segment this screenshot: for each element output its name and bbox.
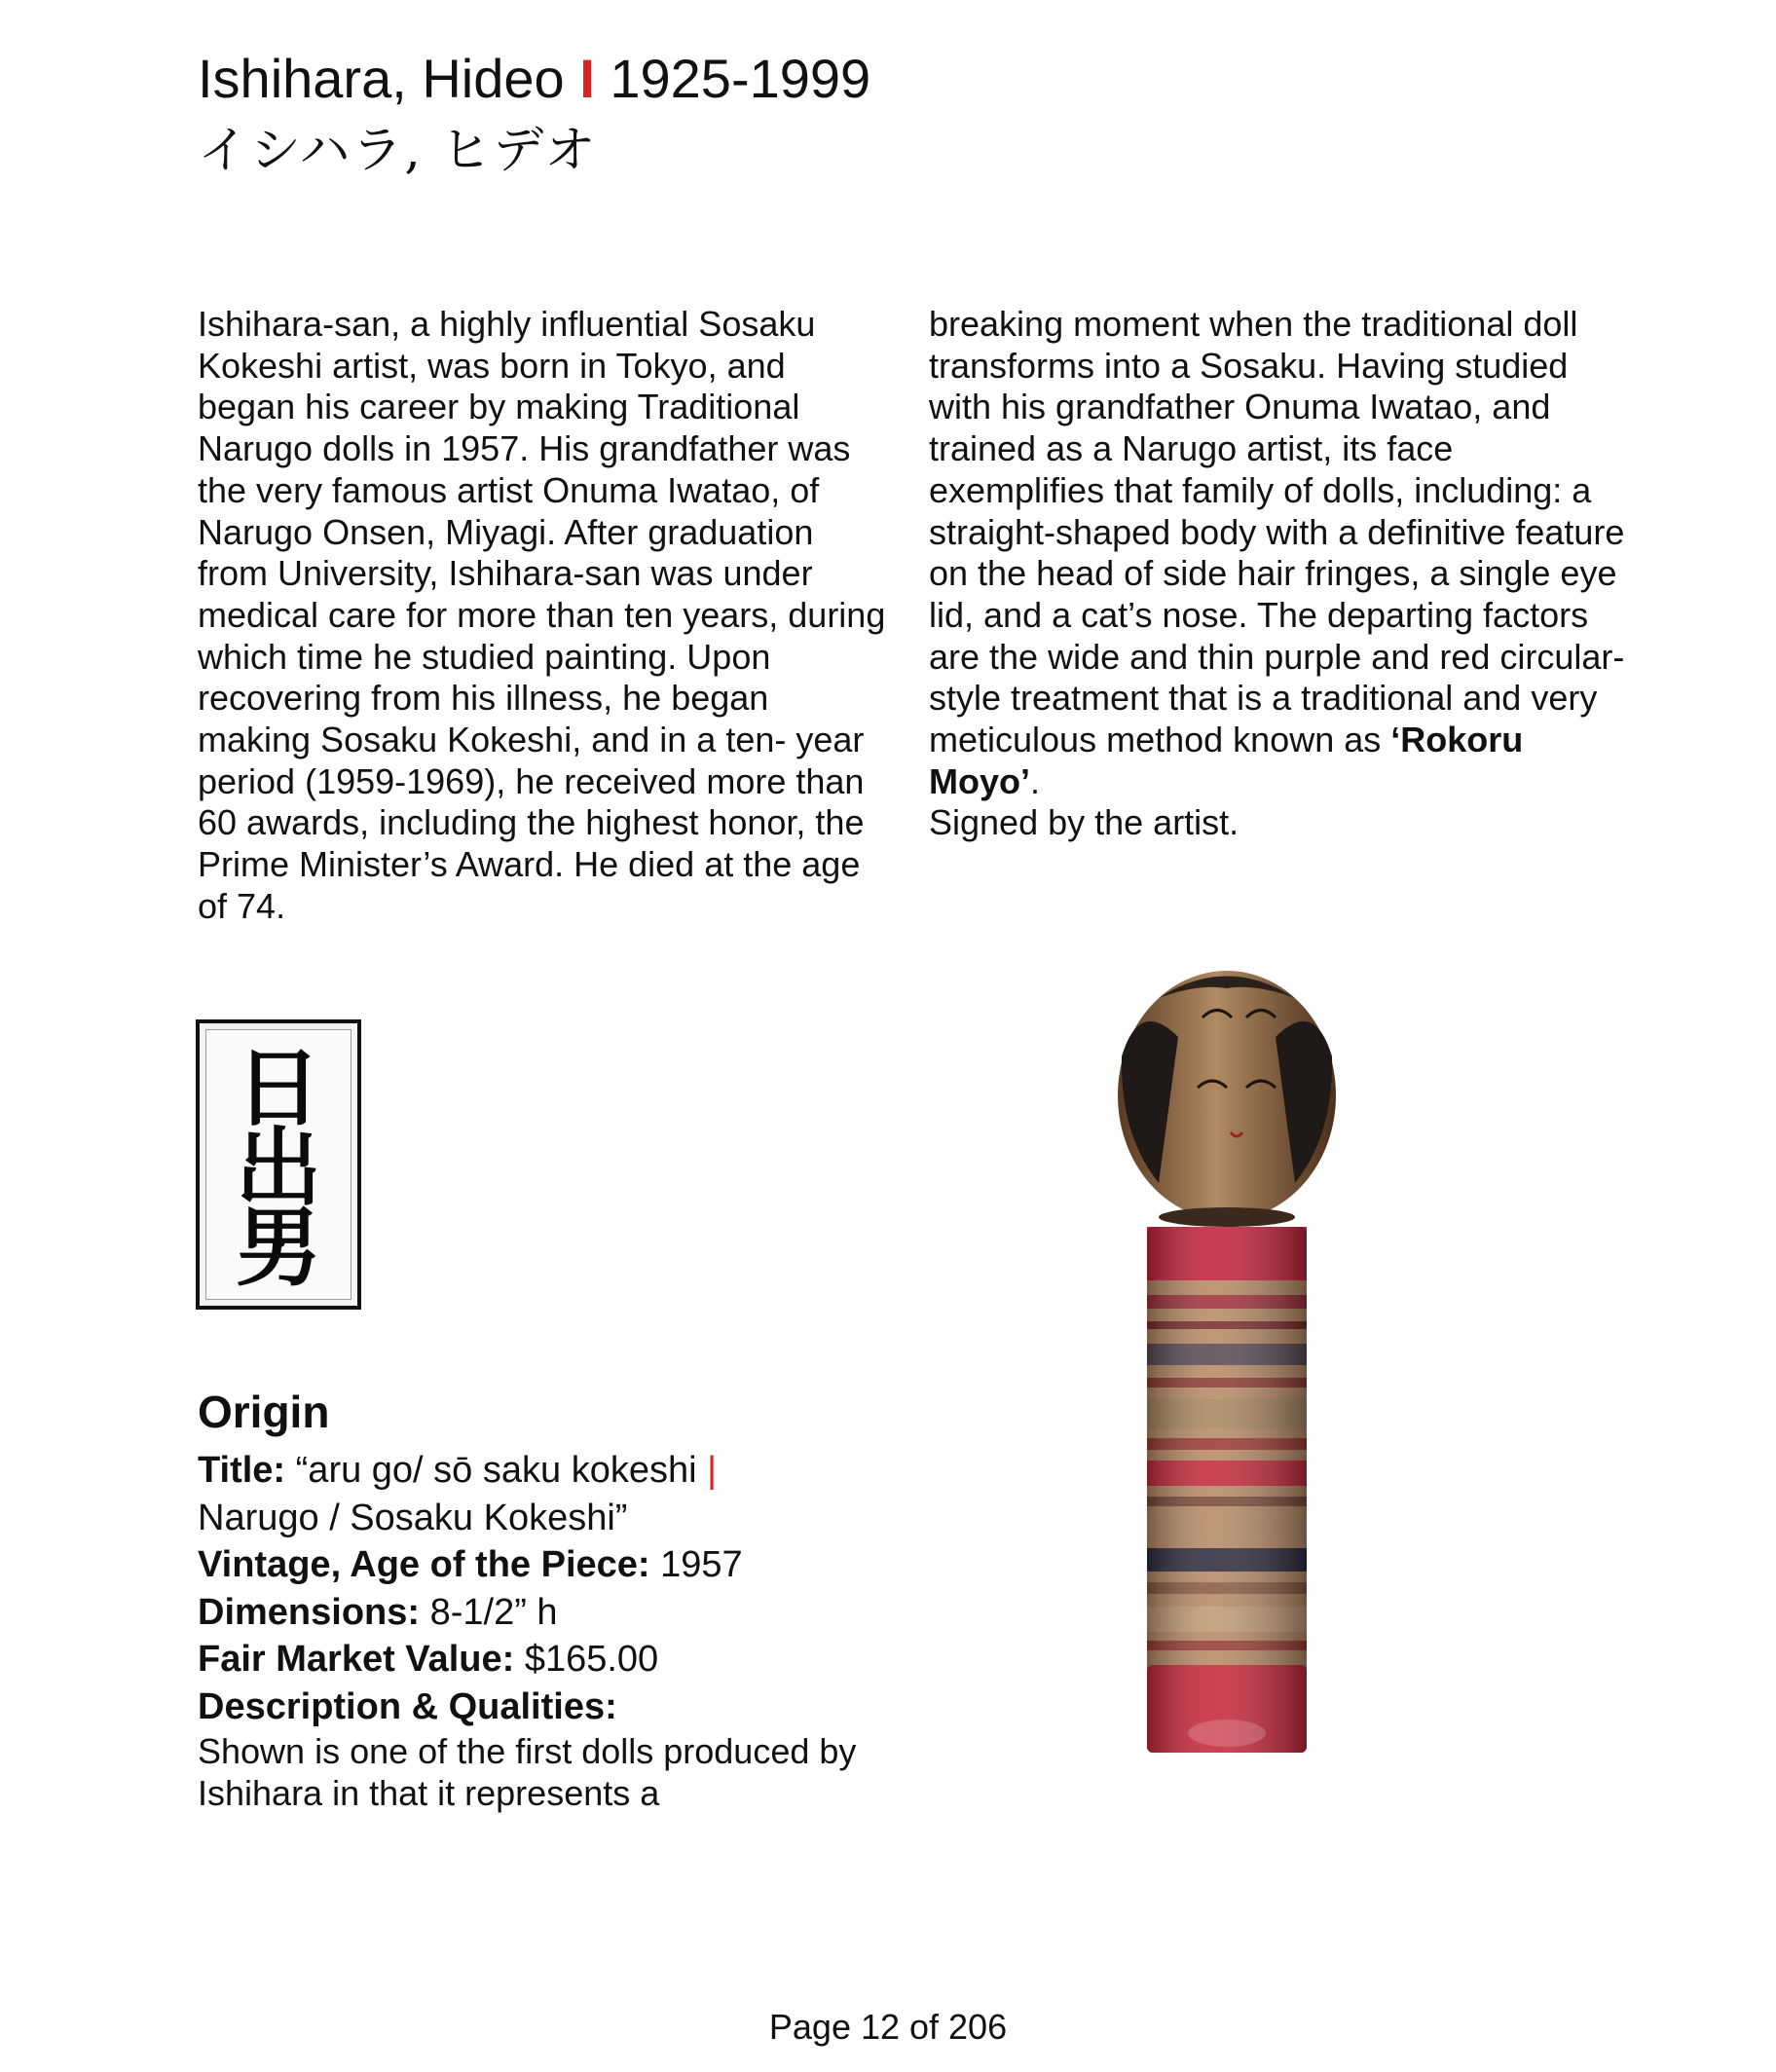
title-value-line1: “aru go/ sō saku kokeshi [295,1450,697,1491]
title-field [198,1447,899,1541]
origin-heading: Origin [198,1387,330,1437]
vintage-label: Vintage, Age of the Piece: [198,1544,650,1585]
description-text: Shown is one of the first dolls produced by Ishihara in that it represents a [198,1731,857,1813]
signature-char-3: 男 [235,1197,321,1298]
artist-signature-image [196,1019,361,1310]
signature-char-2: 出 [235,1117,321,1218]
fair-market-value: $165.00 [524,1639,659,1680]
doll-head [1118,971,1336,1220]
kokeshi-doll-photo [1100,959,1353,1777]
artist-name-katakana: イシハラ, ヒデオ [198,122,598,180]
fair-market-value-field [198,1636,899,1684]
vintage-field [198,1541,899,1589]
signed-note: Signed by the artist. [929,802,1240,843]
biography-left-column: Ishihara-san, a highly influential Sosaku Kokeshi artist, was born in Tokyo, and began his career by making Traditional Narugo dolls in 1957. His grandfather was the very famous artist Onuma Iwatao, of Narugo Onsen, Miyagi. After graduation from University, Ishihara-san was under medical care for more than ten years, during which time he studied painting. Upon recovering from his illness, he began making Sosaku Kokeshi, and in a ten- year period (1959-1969), he received more than 60 awards, including the highest honor, the Prime Minister’s Award. He died at the age of 74. [198,304,886,926]
biography-right-end: . [1030,760,1041,801]
title-block [198,47,879,187]
title-pipe: | [707,1450,717,1491]
title-label: Title: [198,1450,286,1491]
dimensions-label: Dimensions: [198,1591,421,1633]
doll-neck [1159,1207,1295,1227]
artist-years: 1925-1999 [610,48,871,109]
dimensions-field [198,1589,899,1637]
vintage-value: 1957 [660,1544,743,1585]
artist-name: Ishihara, Hideo [198,48,565,109]
description-field [198,1684,899,1731]
description-label: Description & Qualities: [198,1685,617,1727]
biography-right-text: breaking moment when the traditional doll transforms into a Sosaku. Having studied with his grandfather Onuma Iwatao, and trained as a Narugo artist, its face exemplifies that family of dolls, including: a straight-shaped body with a definitive feature on the head of side hair fringes, a single eye lid, and a cat’s nose. The departing factors are the wide and thin purple and red circular-style treatment that is a traditional and very meticulous method known as [929,304,1625,760]
title-separator: I [579,48,595,109]
origin-section [198,1383,899,1814]
signature-char-1: 日 [235,1037,321,1138]
artist-title [198,47,879,111]
technique-name: ‘Rokoru Moyo’ [929,720,1524,801]
biography-right-column [929,304,1630,844]
title-value-line2: Narugo / Sosaku Kokeshi” [198,1497,628,1538]
fair-market-value-label: Fair Market Value: [198,1639,515,1680]
doll-body [1147,1227,1307,1753]
page-number: Page 12 of 206 [768,2007,1008,2047]
dimensions-value: 8-1/2” h [429,1591,558,1633]
